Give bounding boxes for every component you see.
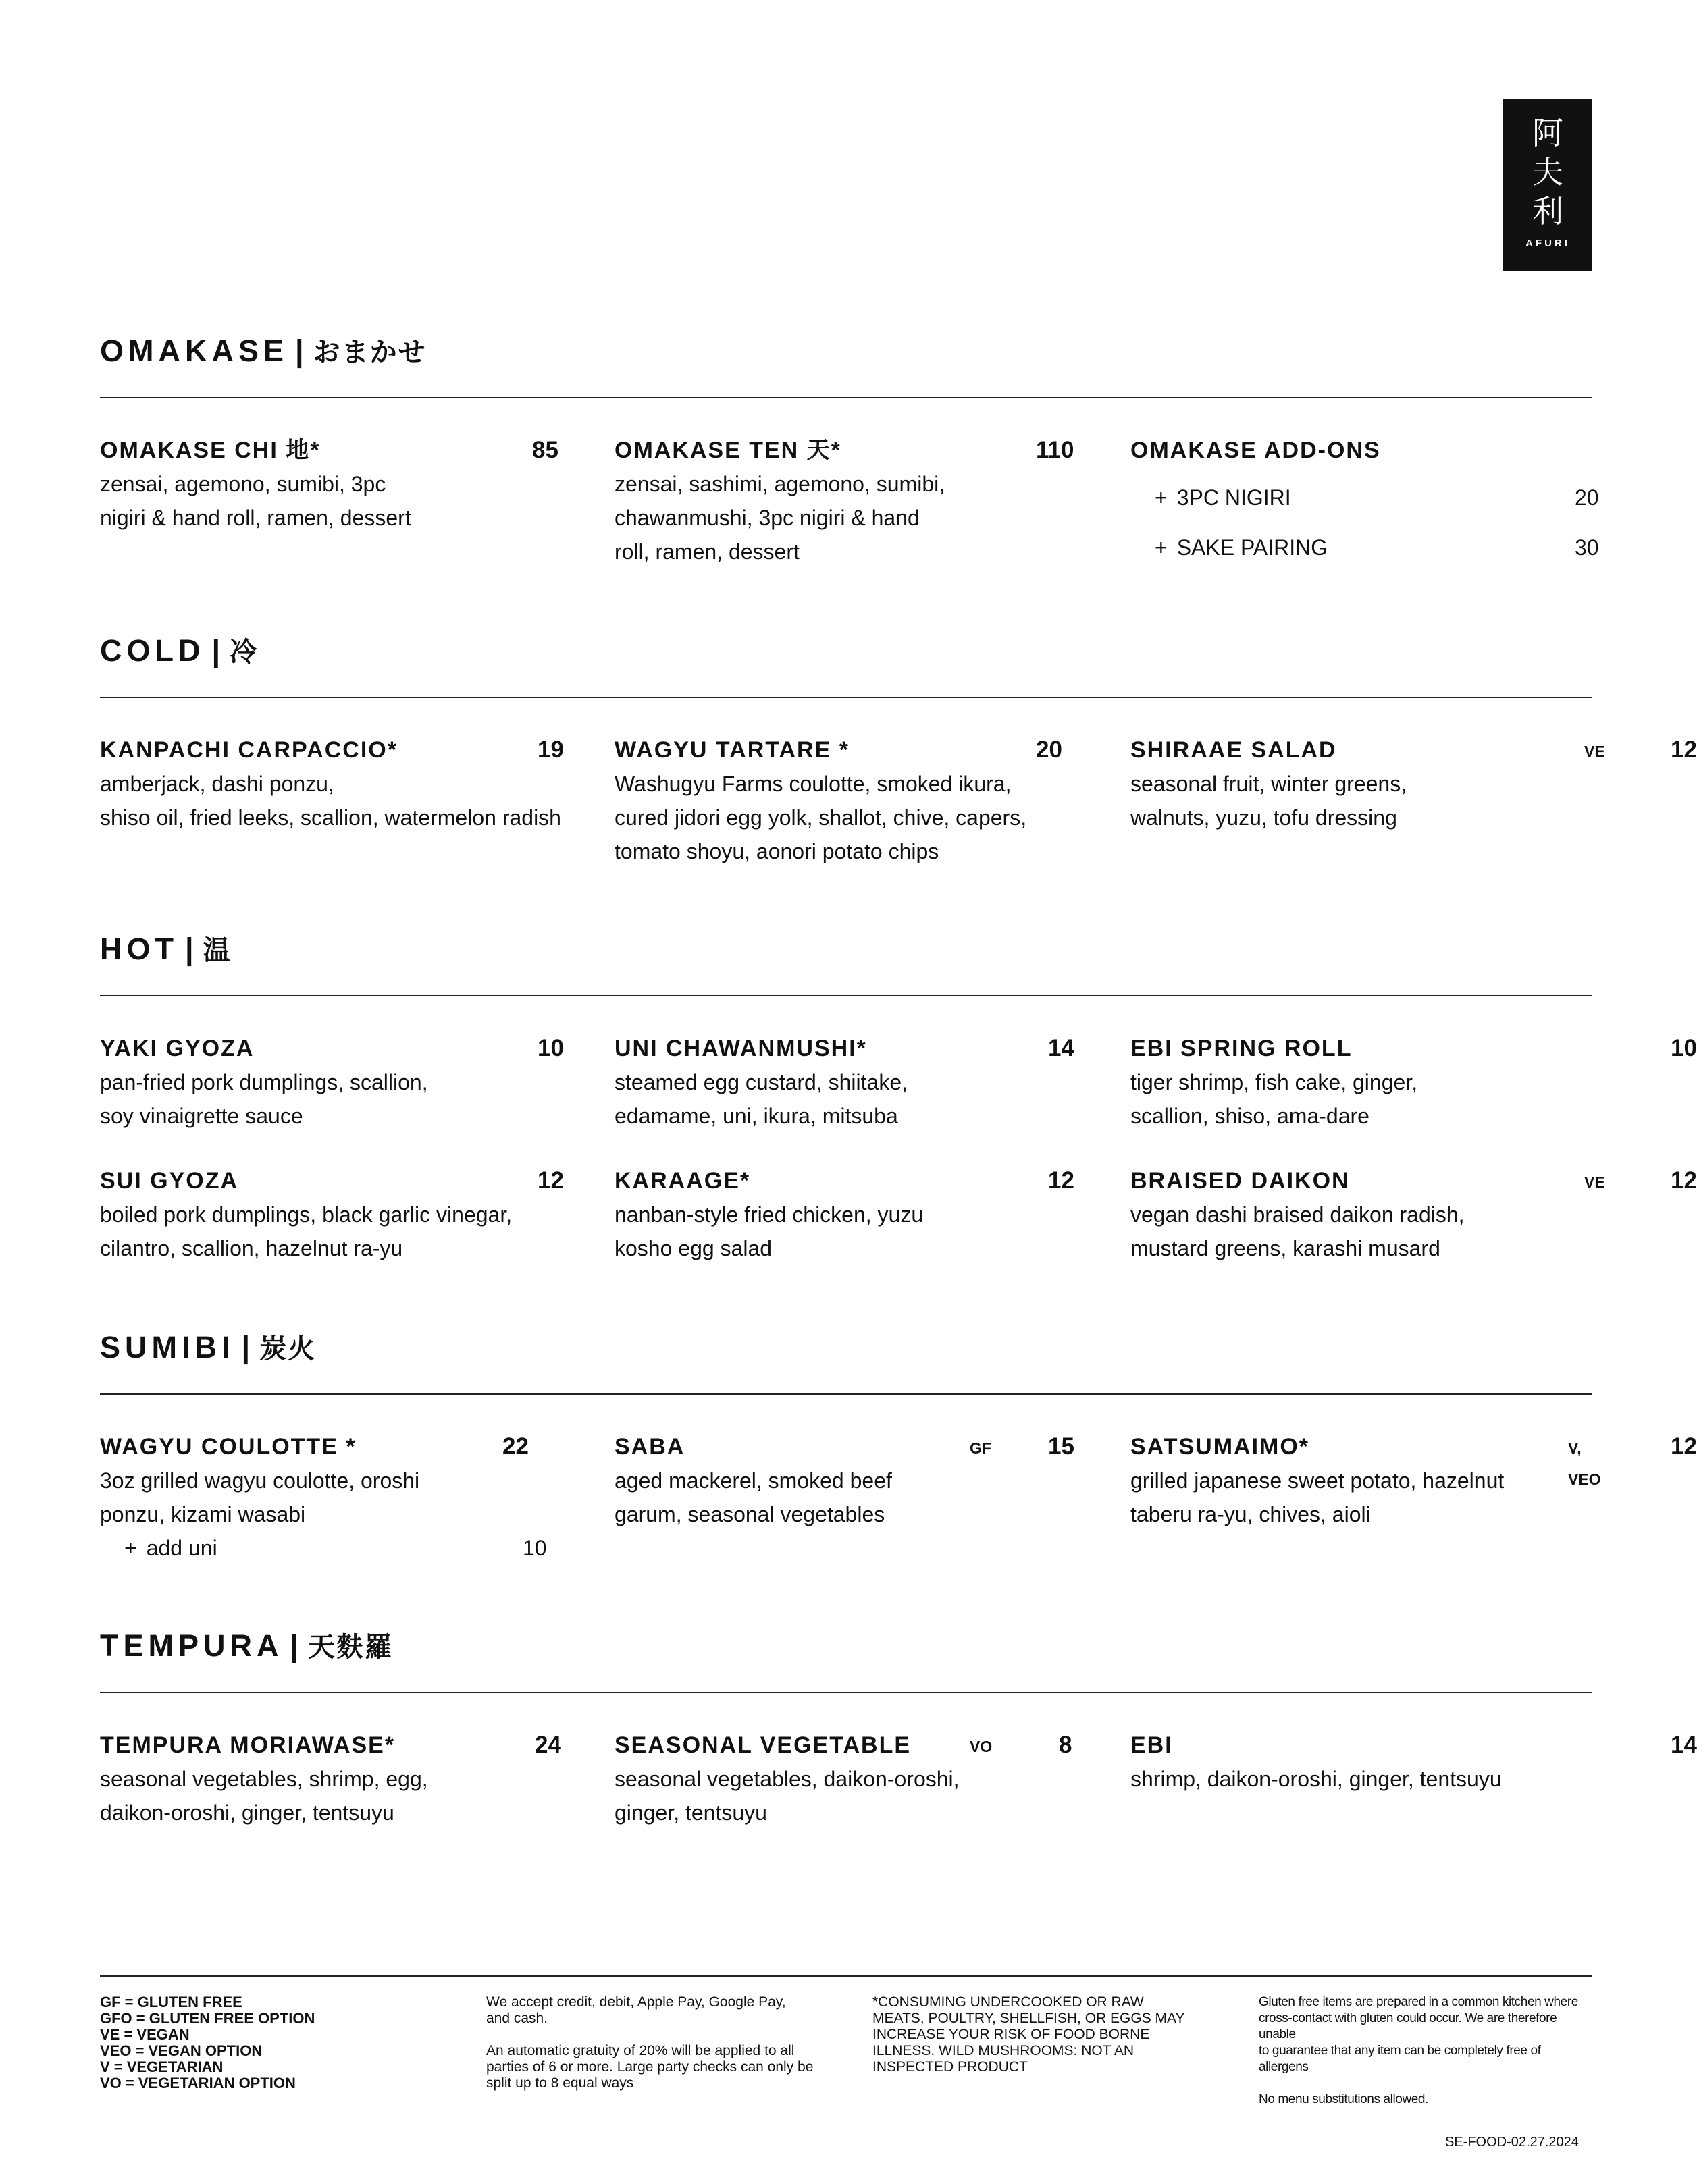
item-price: 14 — [1671, 1732, 1697, 1758]
section-title — [100, 930, 1592, 969]
payment-line: and cash. — [486, 2010, 548, 2026]
item-desc-line: steamed egg custard, shiitake, — [615, 1070, 908, 1094]
section-title-en: HOT — [100, 932, 178, 966]
item-desc — [100, 1464, 566, 1531]
section-divider — [100, 397, 1592, 398]
menu-item — [100, 1033, 566, 1133]
item-name: WAGYU TARTARE * — [615, 737, 850, 763]
logo-char-2: 夫 — [1532, 154, 1563, 190]
item-name: SUI GYOZA — [100, 1168, 239, 1194]
item-price: 85 — [532, 437, 558, 463]
item-desc-line: aged mackerel, smoked beef — [615, 1468, 892, 1493]
item-name: SEASONAL VEGETABLE — [615, 1732, 912, 1758]
raw-food-warning — [872, 1994, 1210, 2075]
menu-item — [615, 1033, 1080, 1133]
item-price: 10 — [538, 1035, 564, 1061]
section-separator: | — [185, 932, 194, 966]
addon-price: 30 — [1575, 535, 1599, 560]
plus-icon: + — [1155, 485, 1168, 510]
item-name: SATSUMAIMO* — [1130, 1434, 1310, 1460]
addon-item — [100, 1531, 566, 1565]
section-title-jp: おまかせ — [313, 338, 427, 367]
menu-item — [615, 435, 1080, 568]
item-desc — [615, 467, 1080, 568]
item-desc-line: tiger shrimp, fish cake, ginger, — [1130, 1070, 1418, 1094]
item-desc-line: shiso oil, fried leeks, scallion, watermelon radish — [100, 805, 561, 830]
item-desc — [1130, 1065, 1596, 1133]
logo-char-1: 阿 — [1532, 115, 1563, 151]
item-price: 19 — [538, 737, 564, 763]
item-price: 12 — [1671, 1167, 1697, 1194]
gluten-notice — [1259, 1994, 1592, 2108]
section-title — [100, 332, 1592, 371]
warning-line: INSPECTED PRODUCT — [872, 2059, 1028, 2075]
item-price: 12 — [1671, 1433, 1697, 1460]
plus-icon: + — [1155, 535, 1168, 560]
item-desc-line: shrimp, daikon-oroshi, ginger, tentsuyu — [1130, 1767, 1502, 1791]
item-desc — [1130, 1762, 1596, 1796]
legend-item: VEO = VEGAN OPTION — [100, 2042, 263, 2059]
section-title-en: SUMIBI — [100, 1330, 235, 1364]
section-title-jp: 炭火 — [259, 1334, 317, 1364]
menu-code: SE-FOOD-02.27.2024 — [1445, 2135, 1579, 2150]
item-desc — [615, 1198, 1080, 1265]
item-desc-line: cilantro, scallion, hazelnut ra-yu — [100, 1236, 403, 1260]
menu-item — [615, 1431, 1080, 1531]
payment-line: We accept credit, debit, Apple Pay, Google Pay, — [486, 1994, 786, 2010]
section-title — [100, 632, 1592, 671]
menu-item — [1130, 1730, 1697, 1796]
item-desc-line: soy vinaigrette sauce — [100, 1104, 303, 1128]
plus-icon: + — [124, 1536, 137, 1560]
item-desc-line: roll, ramen, dessert — [615, 539, 800, 564]
warning-line: INCREASE YOUR RISK OF FOOD BORNE — [872, 2027, 1150, 2042]
item-name: EBI — [1130, 1732, 1173, 1758]
item-price: 24 — [535, 1732, 561, 1758]
addon-price: 10 — [523, 1536, 547, 1560]
section-title — [100, 1329, 1592, 1368]
item-price: 20 — [1036, 737, 1062, 763]
item-name: KARAAGE* — [615, 1168, 751, 1194]
menu-item — [615, 735, 1080, 868]
section-separator: | — [211, 633, 221, 668]
section-title-en: OMAKASE — [100, 334, 289, 368]
item-name: OMAKASE CHI 地* — [100, 437, 321, 463]
item-desc-line: vegan dashi braised daikon radish, — [1130, 1202, 1465, 1227]
omakase-addons — [1130, 435, 1599, 564]
item-desc-line: cured jidori egg yolk, shallot, chive, capers, — [615, 805, 1027, 830]
item-name: BRAISED DAIKON — [1130, 1168, 1350, 1194]
diet-tag: V, VEO — [1568, 1439, 1601, 1488]
item-price: 8 — [1059, 1732, 1072, 1758]
menu-item — [615, 1730, 1080, 1830]
section-cold — [100, 632, 1697, 863]
item-price: 14 — [1048, 1035, 1074, 1061]
warning-line: *CONSUMING UNDERCOOKED OR RAW — [872, 1994, 1144, 2010]
menu-item — [100, 735, 573, 834]
item-desc — [1130, 1198, 1596, 1265]
item-desc-line: garum, seasonal vegetables — [615, 1502, 885, 1526]
legend-item: GFO = GLUTEN FREE OPTION — [100, 2010, 315, 2027]
section-divider — [100, 995, 1592, 996]
menu-item — [1130, 735, 1697, 834]
item-desc-line: seasonal vegetables, shrimp, egg, — [100, 1767, 428, 1791]
item-desc-line: taberu ra-yu, chives, aioli — [1130, 1502, 1371, 1526]
section-divider — [100, 1393, 1592, 1395]
menu-item — [100, 1165, 573, 1265]
item-desc-line: mustard greens, karashi musard — [1130, 1236, 1440, 1260]
item-desc-line: daikon-oroshi, ginger, tentsuyu — [100, 1801, 394, 1825]
item-desc-line: amberjack, dashi ponzu, — [100, 772, 334, 796]
addons-title: OMAKASE ADD-ONS — [1130, 437, 1381, 463]
section-tempura — [100, 1627, 1697, 1825]
item-desc-line: seasonal vegetables, daikon-oroshi, — [615, 1767, 960, 1791]
gratuity-line: split up to 8 equal ways — [486, 2075, 634, 2091]
section-title — [100, 1627, 1592, 1666]
item-price: 12 — [1048, 1167, 1074, 1194]
logo-name: AFURI — [1525, 238, 1570, 249]
gratuity-line: An automatic gratuity of 20% will be applied to all — [486, 2043, 795, 2058]
section-separator: | — [290, 1628, 299, 1663]
section-title-jp: 温 — [203, 936, 232, 965]
item-name: TEMPURA MORIAWASE* — [100, 1732, 396, 1758]
legend-item: VE = VEGAN — [100, 2026, 190, 2043]
item-desc-line: zensai, sashimi, agemono, sumibi, — [615, 472, 945, 496]
item-desc-line: pan-fried pork dumplings, scallion, — [100, 1070, 428, 1094]
section-separator: | — [241, 1330, 251, 1364]
item-desc — [615, 767, 1080, 868]
warning-line: ILLNESS. WILD MUSHROOMS: NOT AN — [872, 2043, 1134, 2058]
section-title-en: TEMPURA — [100, 1628, 284, 1663]
item-desc-line: chawanmushi, 3pc nigiri & hand — [615, 506, 920, 530]
afuri-logo — [1503, 99, 1592, 271]
menu-item — [1130, 1431, 1697, 1531]
footer-divider — [100, 1975, 1592, 1977]
item-name: SHIRAAE SALAD — [1130, 737, 1337, 763]
substitutions-note: No menu substitutions allowed. — [1259, 2092, 1428, 2106]
section-separator: | — [295, 334, 304, 368]
item-desc — [100, 767, 573, 834]
item-price: 12 — [538, 1167, 564, 1194]
gratuity-line: parties of 6 or more. Large party checks can only be — [486, 2059, 814, 2075]
item-desc-line: edamame, uni, ikura, mitsuba — [615, 1104, 898, 1128]
item-desc-line: nigiri & hand roll, ramen, dessert — [100, 506, 411, 530]
item-name: SABA — [615, 1434, 685, 1460]
diet-legend — [100, 1994, 384, 2092]
item-desc-line: zensai, agemono, sumibi, 3pc — [100, 472, 386, 496]
item-desc-line: walnuts, yuzu, tofu dressing — [1130, 805, 1397, 830]
item-desc-line: nanban-style fried chicken, yuzu — [615, 1202, 924, 1227]
section-title-jp: 天麩羅 — [308, 1632, 394, 1662]
item-name: OMAKASE TEN 天* — [615, 437, 841, 463]
diet-tag: VE — [1584, 1173, 1605, 1191]
legend-item: VO = VEGETARIAN OPTION — [100, 2075, 296, 2092]
item-desc — [615, 1762, 1080, 1830]
logo-char-3: 利 — [1532, 193, 1563, 230]
item-desc — [1130, 1464, 1596, 1531]
item-desc-line: scallion, shiso, ama-dare — [1130, 1104, 1369, 1128]
diet-tag: VO — [970, 1738, 993, 1755]
item-price: 10 — [1671, 1035, 1697, 1061]
addon-name: 3PC NIGIRI — [1176, 485, 1291, 510]
item-name: EBI SPRING ROLL — [1130, 1036, 1353, 1061]
item-desc — [100, 1198, 573, 1265]
item-desc-line: 3oz grilled wagyu coulotte, oroshi — [100, 1468, 420, 1493]
item-price: 22 — [502, 1433, 529, 1460]
item-desc-line: grilled japanese sweet potato, hazelnut — [1130, 1468, 1505, 1493]
item-price: 15 — [1048, 1433, 1074, 1460]
legend-item: V = VEGETARIAN — [100, 2058, 224, 2075]
menu-item — [100, 1730, 566, 1830]
item-name: UNI CHAWANMUSHI* — [615, 1036, 867, 1061]
warning-line: MEATS, POULTRY, SHELLFISH, OR EGGS MAY — [872, 2010, 1185, 2026]
item-desc — [100, 1762, 566, 1830]
item-desc-line: ponzu, kizami wasabi — [100, 1502, 306, 1526]
item-desc — [100, 467, 566, 535]
section-omakase — [100, 332, 1599, 564]
item-name: YAKI GYOZA — [100, 1036, 255, 1061]
item-desc — [615, 1464, 1080, 1531]
section-title-en: COLD — [100, 633, 205, 668]
item-desc — [100, 1065, 566, 1133]
item-price: 12 — [1671, 737, 1697, 763]
addon-name: SAKE PAIRING — [1176, 535, 1328, 560]
section-divider — [100, 1692, 1592, 1693]
section-sumibi — [100, 1329, 1697, 1560]
addon-item — [1155, 531, 1599, 564]
gluten-line: Gluten free items are prepared in a common kitchen where — [1259, 1995, 1578, 2009]
section-hot — [100, 930, 1697, 1260]
item-desc-line: kosho egg salad — [615, 1236, 773, 1260]
legend-item: GF = GLUTEN FREE — [100, 1994, 242, 2010]
gluten-line: cross-contact with gluten could occur. We are therefore unable — [1259, 2011, 1557, 2042]
item-desc-line: tomato shoyu, aonori potato chips — [615, 839, 939, 863]
item-desc-line: boiled pork dumplings, black garlic vinegar, — [100, 1202, 513, 1227]
item-desc-line: ginger, tentsuyu — [615, 1801, 767, 1825]
diet-tag: VE — [1584, 743, 1605, 760]
menu-item — [615, 1165, 1080, 1265]
addon-item — [1155, 481, 1599, 514]
section-divider — [100, 697, 1592, 698]
item-desc — [1130, 767, 1596, 834]
item-desc — [615, 1065, 1080, 1133]
menu-item — [1130, 1165, 1697, 1265]
menu-item — [100, 1431, 566, 1565]
addon-name: add uni — [146, 1536, 217, 1560]
item-price: 110 — [1036, 437, 1074, 463]
addon-price: 20 — [1575, 485, 1599, 510]
item-name: WAGYU COULOTTE * — [100, 1434, 357, 1460]
payment-info — [486, 1994, 824, 2092]
item-desc-line: seasonal fruit, winter greens, — [1130, 772, 1407, 796]
section-title-jp: 冷 — [230, 637, 259, 667]
diet-tag: GF — [970, 1439, 991, 1457]
gluten-line: to guarantee that any item can be completely free of allergens — [1259, 2044, 1541, 2074]
menu-item — [100, 435, 566, 535]
item-desc-line: Washugyu Farms coulotte, smoked ikura, — [615, 772, 1012, 796]
item-name: KANPACHI CARPACCIO* — [100, 737, 398, 763]
menu-item — [1130, 1033, 1697, 1133]
